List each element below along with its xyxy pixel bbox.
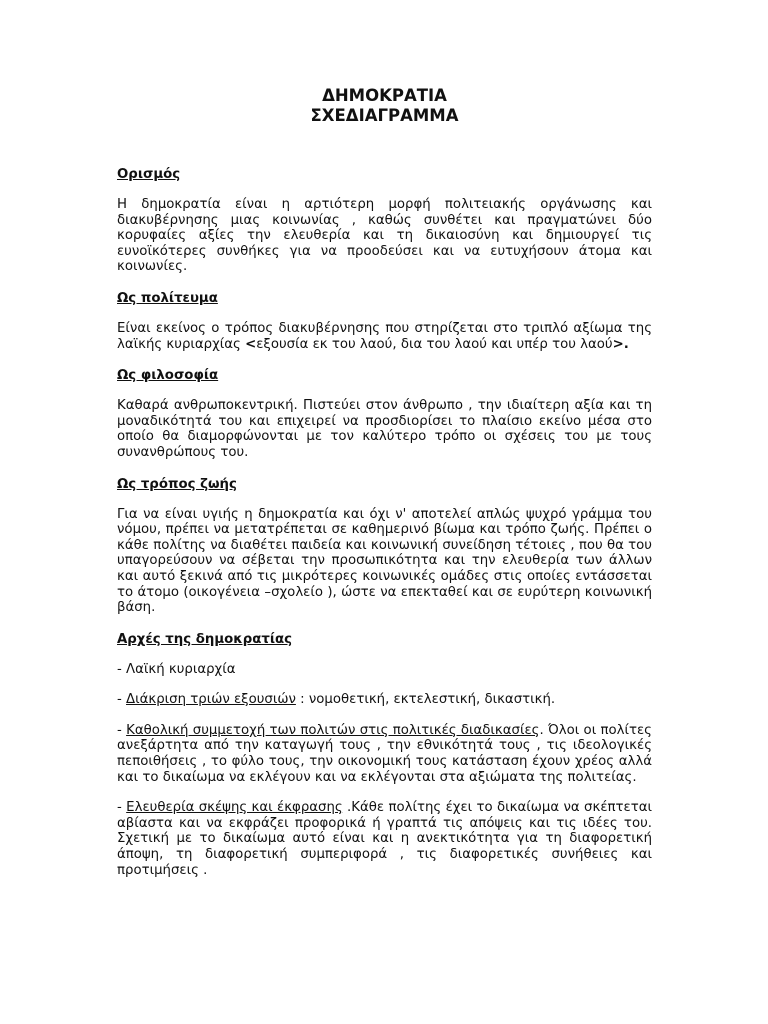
section-body-philosophy: Καθαρά ανθρωποκεντρική. Πιστεύει στον άνθρωπο , την ιδιαίτερη αξία και τη μοναδικότητά του και επιχειρεί να προσδιορίσει το πλαίσιο εκείνο μέσα στο οποίο θα διαμορφώνονται με τον καλύτερο τρόπο οι σχέσεις του με τους συνανθρώπους του. xyxy=(117,398,652,460)
section-heading-definition: Ορισμός xyxy=(117,167,181,182)
section-heading-philosophy: Ως φιλοσοφία xyxy=(117,368,219,384)
principle-dash: - xyxy=(117,722,127,738)
regime-body-prefix: Είναι εκείνος ο τρόπος διακυβέρνησης που στηρίζεται στο τριπλό αξίωμα της λαϊκής κυριαρχίας xyxy=(117,320,652,352)
section-heading-principles: Αρχές της δημοκρατίας xyxy=(117,631,293,647)
document-page xyxy=(117,86,652,878)
principle-dash: - xyxy=(117,692,127,708)
regime-quote-open: < xyxy=(245,336,257,352)
principle-text: : νομοθετική, εκτελεστική, δικαστική. xyxy=(295,692,556,708)
section-body-regime xyxy=(117,321,652,352)
title-line-1: ΔΗΜΟΚΡΑΤΙΑ xyxy=(322,86,447,105)
regime-quote-text: εξουσία εκ του λαού, δια του λαού και υπέρ του λαού xyxy=(256,336,613,352)
section-heading-way-of-life: Ως τρόπος ζωής xyxy=(117,476,237,492)
regime-quote-close: >. xyxy=(612,336,629,352)
principle-title: Διάκριση τριών εξουσιών xyxy=(126,692,296,708)
principle-item-2 xyxy=(117,692,652,708)
principle-item-4 xyxy=(117,800,652,878)
principle-item-1 xyxy=(117,662,652,678)
principle-title: Ελευθερία σκέψης και έκφρασης xyxy=(126,800,343,816)
section-heading-regime: Ως πολίτευμα xyxy=(117,290,218,306)
principle-dash: - xyxy=(117,661,127,677)
section-body-definition: Η δημοκρατία είναι η αρτιότερη μορφή πολιτειακής οργάνωσης και διακυβέρνησης μιας κοινωνίας , καθώς συνθέτει και πραγματώνει δύο κορυφαίες αξίες την ελευθερία και τη δικαιοσύνη και δημιουργεί τις ευνοϊκότερες συνθήκες για να προοδεύσει και να ευτυχήσουν άτομα και κοινωνίες. xyxy=(117,197,652,275)
principle-item-3 xyxy=(117,723,652,785)
principle-title: Καθολική συμμετοχή των πολιτών στις πολιτικές διαδικασίες xyxy=(126,722,540,738)
principle-text: .Κάθε πολίτης έχει το δικαίωμα να σκέπτεται αβίαστα και να εκφράζει προφορικά ή γραπτά τις απόψεις και τις ιδέες του. Σχετική με το δικαίωμα αυτό είναι και η ανεκτικότητα για τη διαφορετική άποψη, τη διαφορετική συμπεριφορά , τις διαφορετικές συνήθειες και προτιμήσεις . xyxy=(117,800,652,878)
principle-text: . Όλοι οι πολίτες ανεξάρτητα από την καταγωγή τους , την εθνικότητά τους , τις ιδεολογικές πεποιθήσεις , το φύλο τους, την οικονομική τους κατάσταση έχουν χρέος αλλά και το δικαίωμα να εκλέγουν και να εκλέγονται στα αξιώματα της πολιτείας. xyxy=(117,722,652,785)
title-line-2: ΣΧΕΔΙΑΓΡΑΜΜΑ xyxy=(310,106,459,125)
principle-dash: - xyxy=(117,800,127,816)
section-body-way-of-life: Για να είναι υγιής η δημοκρατία και όχι ν' αποτελεί απλώς ψυχρό γράμμα του νόμου, πρέπει να μετατρέπεται σε καθημερινό βίωμα και τρόπο ζωής. Πρέπει ο κάθε πολίτης να διαθέτει παιδεία και κοινωνική συνείδηση τέτοιες , που θα του υπαγορεύσουν να σέβεται την προσωπικότητα και την ελευθερία των άλλων και αυτό ξεκινά από τις μικρότερες κοινωνικές ομάδες στις οποίες εντάσσεται το άτομο (οικογένεια –σχολείο ), ώστε να επεκταθεί και σε ευρύτερη κοινωνική βάση. xyxy=(117,506,652,616)
principle-title: Λαϊκή κυριαρχία xyxy=(126,661,236,677)
document-title xyxy=(117,86,652,126)
